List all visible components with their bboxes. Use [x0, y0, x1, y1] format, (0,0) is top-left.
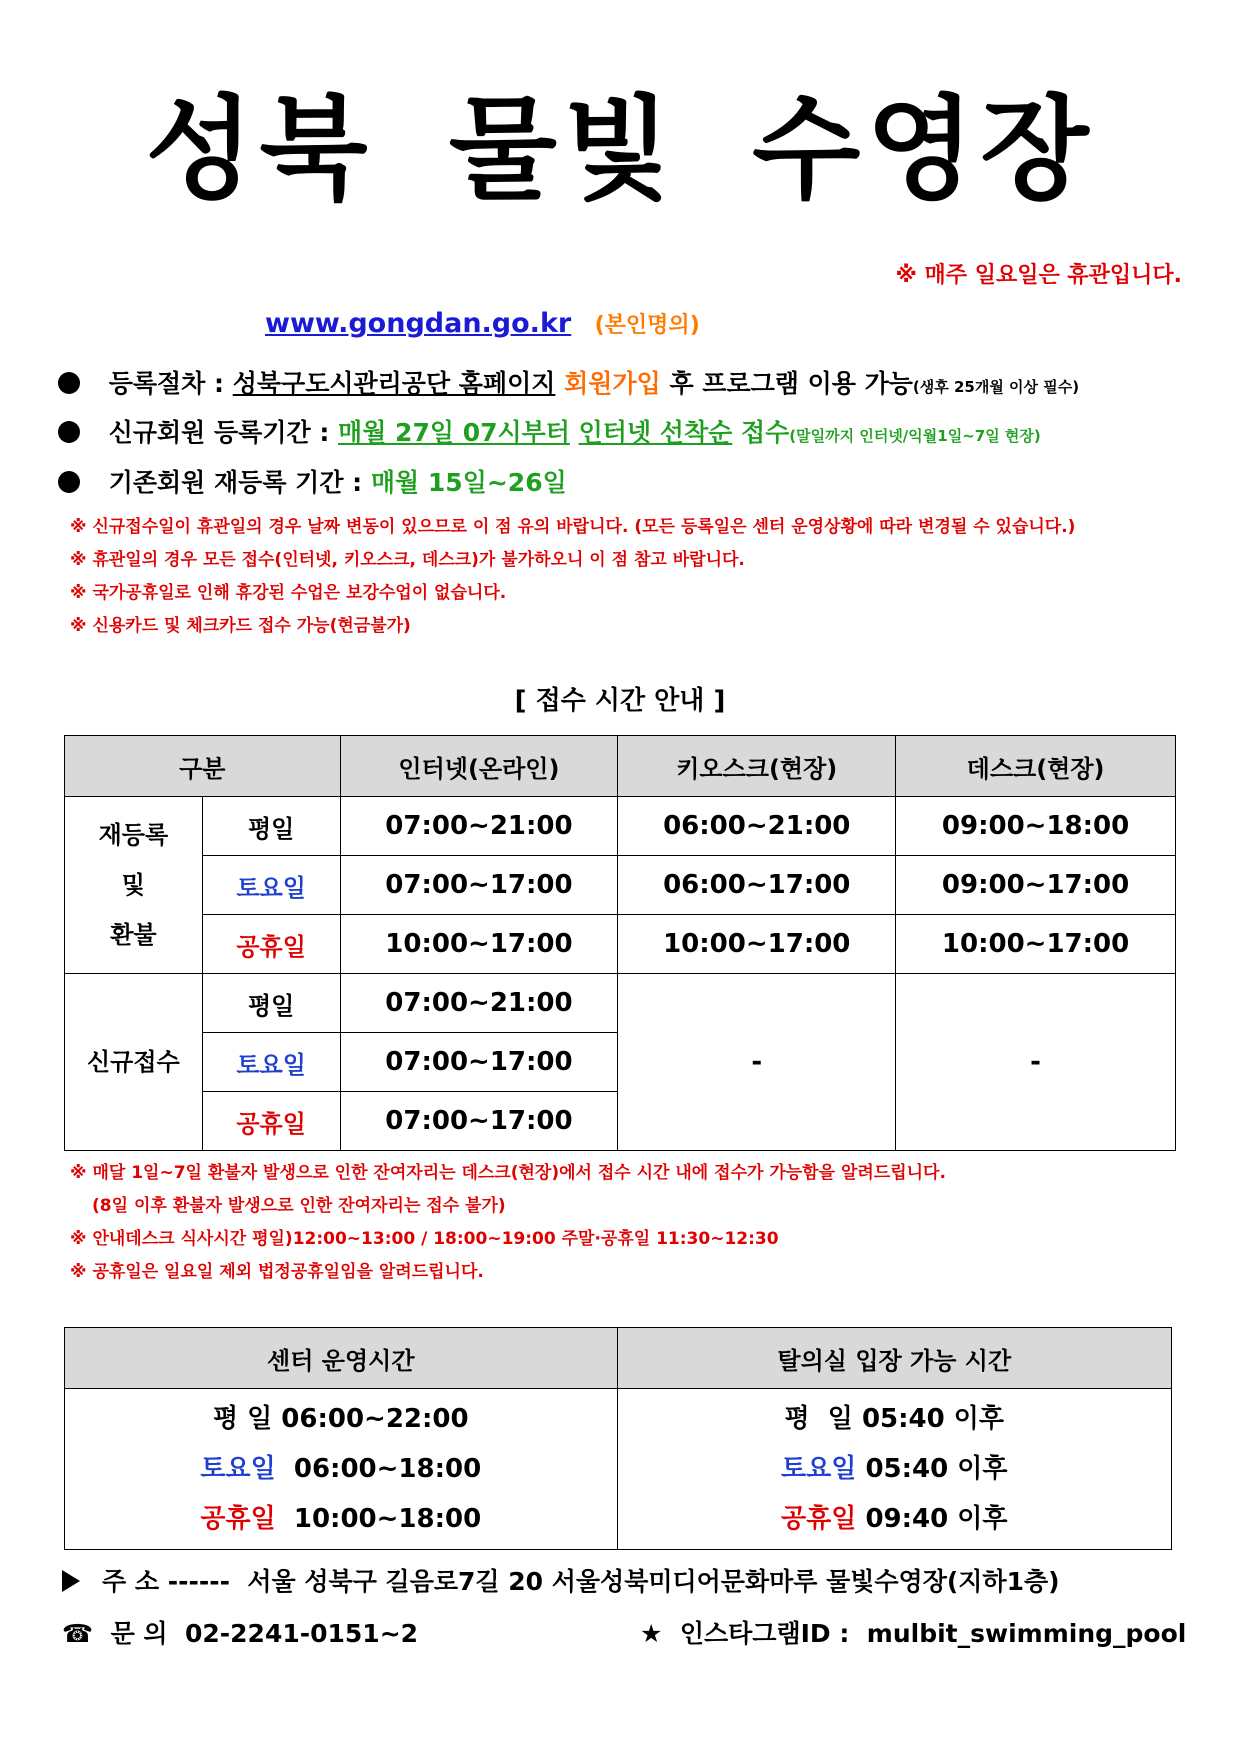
cell-desk: - [896, 974, 1176, 1151]
header-center-hours: 센터 운영시간 [65, 1328, 618, 1389]
address-label: 주 소 ------ [102, 1567, 230, 1596]
day-saturday: 토요일 [202, 856, 340, 915]
time-value: 09:40 이후 [865, 1504, 1008, 1534]
time-value: 05:40 이후 [865, 1454, 1008, 1484]
schedule-note: ※ 공휴일은 일요일 제외 법정공휴일임을 알려드립니다. [70, 1262, 484, 1282]
table-row [65, 915, 1176, 974]
note-line: ※ 신규접수일이 휴관일의 경우 날짜 변동이 있으므로 이 점 유의 바랍니다. (모든 등록일은 센터 운영상황에 따라 변경될 수 있습니다.) [70, 517, 1076, 537]
instagram-id[interactable]: mulbit_swimming_pool [866, 1619, 1187, 1648]
time-value: 05:40 이후 [861, 1404, 1004, 1434]
table-row [65, 1389, 1172, 1550]
day-weekday: 평 일 [784, 1404, 853, 1434]
bullet-label: 신규회원 등록기간 : [108, 418, 330, 447]
page-title: 성북 물빛 수영장 [145, 85, 1095, 215]
cell-internet: 07:00~17:00 [340, 1033, 618, 1092]
closed-day-notice: ※ 매주 일요일은 휴관입니다. [895, 263, 1182, 288]
category-line: 및 [121, 871, 145, 899]
new-member-period [58, 413, 1041, 449]
hours-line [66, 1394, 616, 1444]
website-note: (본인명의) [594, 313, 700, 338]
instagram-label: 인스타그램ID : [679, 1619, 850, 1648]
table-header-row [65, 736, 1176, 797]
note-line: ※ 휴관일의 경우 모든 접수(인터넷, 키오스크, 데스크)가 불가하오니 이 점 참고 바랍니다. [70, 550, 745, 570]
day-holiday: 공휴일 [202, 1092, 340, 1151]
cell-kiosk: 06:00~17:00 [618, 856, 896, 915]
table-row [65, 974, 1176, 1033]
bullet-icon [58, 372, 80, 394]
day-holiday: 공휴일 [781, 1504, 857, 1534]
cell-desk: 10:00~17:00 [896, 915, 1176, 974]
hours-line [66, 1444, 616, 1494]
cell-internet: 07:00~21:00 [340, 974, 618, 1033]
address-value: 서울 성북구 길음로7길 20 서울성북미디어문화마루 물빛수영장(지하1층) [247, 1567, 1060, 1596]
center-hours-cell [65, 1389, 618, 1550]
table-row [65, 797, 1176, 856]
category-line: 재등록 [98, 821, 169, 849]
signup-text: 회원가입 [564, 369, 661, 398]
day-weekday: 평 일 [212, 1404, 273, 1434]
bullet-icon [58, 421, 80, 443]
category-line: 환불 [110, 921, 157, 949]
hours-line [619, 1394, 1170, 1444]
hours-line [619, 1444, 1170, 1494]
header-locker-hours: 탈의실 입장 가능 시간 [617, 1328, 1171, 1389]
website-line [265, 308, 700, 339]
bullet-label: 등록절차 : [108, 369, 225, 398]
header-internet: 인터넷(온라인) [340, 736, 618, 797]
cell-kiosk: 06:00~21:00 [618, 797, 896, 856]
day-weekday: 평일 [202, 974, 340, 1033]
bullet-text: 후 프로그램 이용 가능 [669, 369, 913, 398]
cell-kiosk: - [618, 974, 896, 1151]
online-first-come-text: 인터넷 선착순 [578, 418, 733, 447]
time-value: 06:00~22:00 [281, 1404, 469, 1434]
period-text: 매월 15일~26일 [370, 468, 567, 497]
header-desk: 데스크(현장) [896, 736, 1176, 797]
day-weekday: 평일 [202, 797, 340, 856]
day-saturday: 토요일 [202, 1033, 340, 1092]
instagram-line [640, 1614, 1186, 1650]
cell-kiosk: 10:00~17:00 [618, 915, 896, 974]
header-kiosk: 키오스크(현장) [618, 736, 896, 797]
phone-number[interactable]: 02-2241-0151~2 [185, 1619, 419, 1648]
bullet-text: 접수 [740, 418, 790, 447]
schedule-note: ※ 매달 1일~7일 환불자 발생으로 인한 잔여자리는 데스크(현장)에서 접수 시간 내에 접수가 가능함을 알려드립니다. [70, 1163, 946, 1183]
day-holiday: 공휴일 [202, 915, 340, 974]
hours-line [66, 1494, 616, 1544]
note-line: ※ 신용카드 및 체크카드 접수 가능(현금불가) [70, 616, 411, 636]
contact-line [62, 1614, 418, 1650]
cell-internet: 07:00~17:00 [340, 1092, 618, 1151]
registration-procedure [58, 364, 1079, 400]
bullet-icon [58, 471, 80, 493]
bullet-small-note: (말일까지 인터넷/익월1일~7일 현장) [789, 427, 1041, 445]
re-registration-period [58, 463, 567, 499]
star-icon: ★ [640, 1619, 663, 1648]
contact-label: 문 의 [110, 1619, 168, 1648]
time-value: 10:00~18:00 [293, 1504, 482, 1534]
triangle-bullet-icon [62, 1570, 80, 1592]
cell-internet: 07:00~17:00 [340, 856, 618, 915]
bullet-label: 기존회원 재등록 기간 : [108, 468, 363, 497]
hours-line [619, 1494, 1170, 1544]
day-holiday: 공휴일 [200, 1504, 276, 1534]
header-category: 구분 [65, 736, 341, 797]
operating-hours-table [64, 1327, 1172, 1550]
website-link[interactable]: www.gongdan.go.kr [265, 308, 572, 339]
table-header-row [65, 1328, 1172, 1389]
cell-desk: 09:00~18:00 [896, 797, 1176, 856]
locker-hours-cell [617, 1389, 1171, 1550]
phone-icon: ☎ [62, 1619, 94, 1648]
homepage-text: 성북구도시관리공단 홈페이지 [232, 369, 556, 398]
cell-desk: 09:00~17:00 [896, 856, 1176, 915]
category-reregister-refund [65, 797, 203, 974]
table-row [65, 856, 1176, 915]
reception-schedule-table [64, 735, 1176, 1151]
bullet-small-note: (생후 25개월 이상 필수) [912, 378, 1080, 396]
day-saturday: 토요일 [781, 1454, 857, 1484]
category-new-registration: 신규접수 [65, 974, 203, 1151]
address-line [62, 1562, 1060, 1598]
cell-internet: 10:00~17:00 [340, 915, 618, 974]
day-saturday: 토요일 [200, 1454, 276, 1484]
schedule-section-title: [ 접수 시간 안내 ] [514, 686, 726, 716]
note-line: ※ 국가공휴일로 인해 휴강된 수업은 보강수업이 없습니다. [70, 583, 507, 603]
schedule-note: (8일 이후 환불자 발생으로 인한 잔여자리는 접수 불가) [92, 1196, 506, 1216]
schedule-note: ※ 안내데스크 식사시간 평일)12:00~13:00 / 18:00~19:00 주말·공휴일 11:30~12:30 [70, 1229, 779, 1249]
time-value: 06:00~18:00 [293, 1454, 482, 1484]
period-text: 매월 27일 07시부터 [338, 418, 570, 447]
cell-internet: 07:00~21:00 [340, 797, 618, 856]
